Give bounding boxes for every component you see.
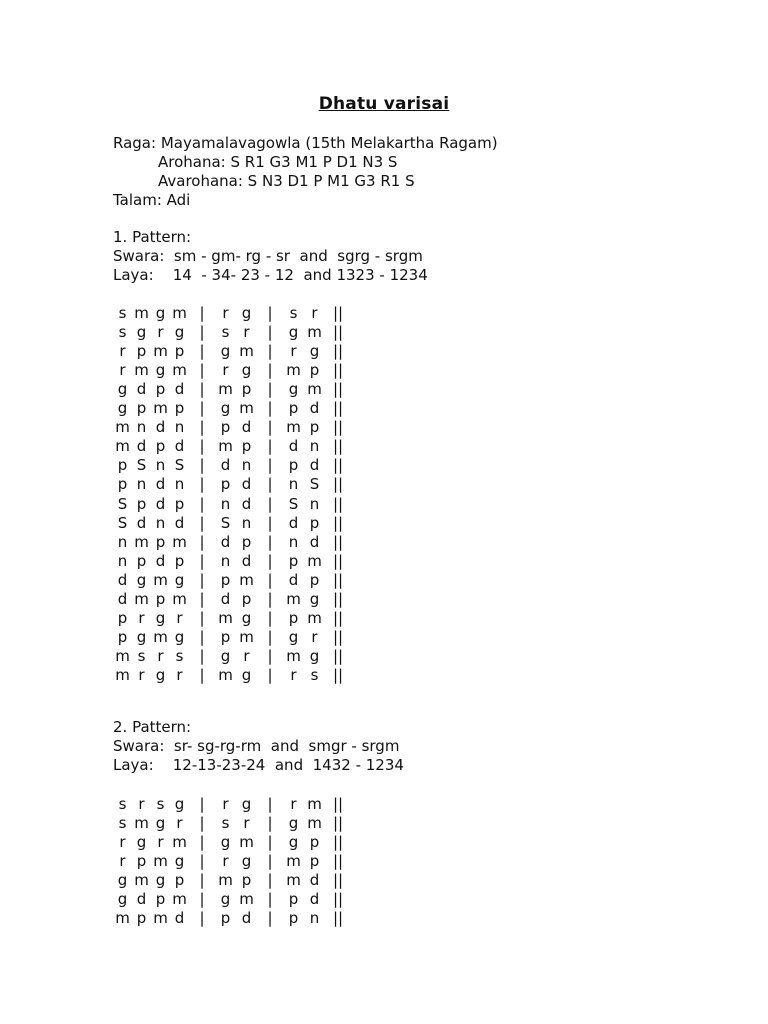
swara-row: r m g m | r g | m p || bbox=[119, 361, 344, 380]
swara-row: s r s g | r g | r m || bbox=[118, 795, 344, 813]
swara-row: r p m p | g m | r g || bbox=[119, 342, 344, 361]
swara-row: r p m g | r g | m p || bbox=[119, 852, 344, 871]
swara-row: d g m g | p m | d p || bbox=[117, 570, 344, 589]
swara-row: g p m p | g m | p d || bbox=[117, 399, 344, 418]
raga-line: Raga: Mayamalavagowla (15th Melakartha Ragam) bbox=[113, 134, 498, 152]
pattern1-heading: 1. Pattern: bbox=[113, 228, 192, 246]
pattern2-swara: Swara: sr- sg-rg-rm and smgr - srgm bbox=[113, 737, 400, 755]
swara-row: d m p m | d p | m g || bbox=[117, 589, 344, 608]
swara-row: p S n S | d n | p d || bbox=[117, 456, 344, 475]
swara-row: n m p m | d p | n d || bbox=[117, 532, 344, 551]
talam-line: Talam: Adi bbox=[113, 191, 191, 209]
swara-row: S d n d | S n | d p || bbox=[117, 513, 344, 532]
swara-row: m r g r | m g | r s || bbox=[115, 665, 344, 684]
swara-row: g d p m | g m | p d || bbox=[117, 890, 344, 909]
page-title: Dhatu varisai bbox=[318, 94, 450, 114]
swara-row: p r g r | m g | p m || bbox=[117, 608, 344, 627]
swara-row: g d p d | m p | g m || bbox=[117, 380, 344, 399]
arohana-line: Arohana: S R1 G3 M1 P D1 N3 S bbox=[158, 153, 398, 171]
swara-row: m d p d | m p | d n || bbox=[115, 437, 344, 456]
swara-row: g m g p | m p | m d || bbox=[117, 871, 344, 890]
swara-row: r g r m | g m | g p || bbox=[119, 833, 344, 852]
pattern2-laya: Laya: 12-13-23-24 and 1432 - 1234 bbox=[113, 756, 404, 774]
swara-row: m n d n | p d | m p || bbox=[115, 418, 344, 437]
swara-row: s m g m | r g | s r || bbox=[118, 304, 344, 322]
swara-row: p n d n | p d | n S || bbox=[117, 475, 344, 494]
swara-row: n p d p | n d | p m || bbox=[117, 551, 344, 570]
pattern1-laya: Laya: 14 - 34- 23 - 12 and 1323 - 1234 bbox=[113, 266, 428, 284]
swara-row: s g r g | s r | g m || bbox=[118, 323, 344, 342]
pattern2-heading: 2. Pattern: bbox=[113, 718, 192, 736]
avarohana-line: Avarohana: S N3 D1 P M1 G3 R1 S bbox=[158, 172, 415, 190]
swara-row: S p d p | n d | S n || bbox=[117, 494, 344, 513]
swara-row: s m g r | s r | g m || bbox=[118, 814, 344, 833]
swara-row: m s r s | g r | m g || bbox=[115, 646, 344, 665]
swara-row: m p m d | p d | p n || bbox=[115, 909, 344, 928]
swara-row: p g m g | p m | g r || bbox=[117, 627, 344, 646]
pattern1-swara: Swara: sm - gm- rg - sr and sgrg - srgm bbox=[113, 247, 423, 265]
